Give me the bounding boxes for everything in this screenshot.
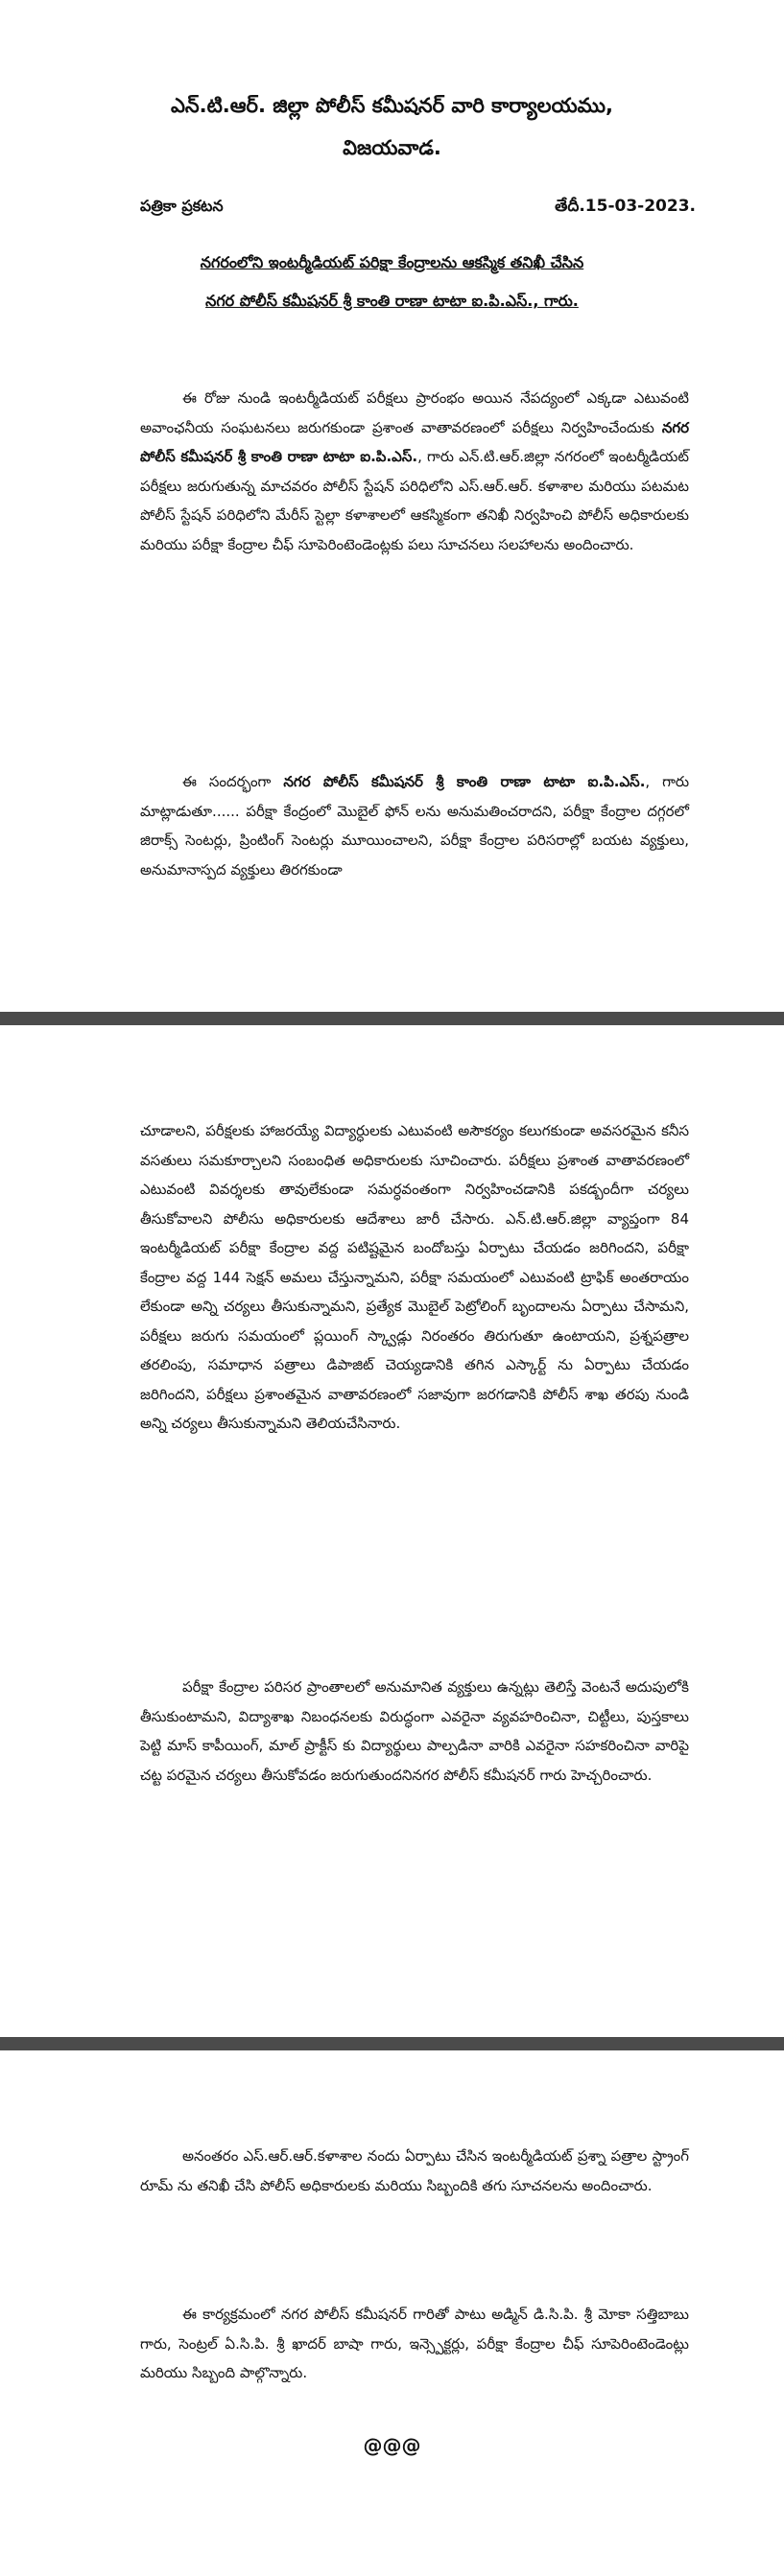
paragraph-4: పరీక్షా కేంద్రాల పరిసర ప్రాంతాలలో అనుమానిత వ్యక్తులు ఉన్నట్లు తెలిస్తే వెంటనే అదుపులోకి తీసుకుంటామని, విద్యాశాఖ నిబంధనలకు విరుద్ధంగా ఎవరైనా వ్యవహరించినా, చిట్టీలు, పుస్తకాలు పెట్టి మాస్ కాపీయింగ్, మాల్ ప్రాక్టీస్ కు విద్యార్థులు పాల్పడినా వారికి ఎవరైనా సహకరించినా వారిపై చట్ట పరమైన చర్యలు తీసుకోవడం జరుగుతుందనినగర పోలీస్ కమీషనర్ గారు హెచ్చరించారు. (140, 1678, 689, 1784)
subject-heading (58, 244, 726, 320)
signoff-mark: @@@ (363, 2434, 421, 2457)
press-date: తేదీ.15-03-2023. (555, 197, 696, 216)
page-separator (0, 1012, 784, 1025)
commissioner-name: నగర పోలీస్ కమీషనర్ శ్రీ కాంతి రాణా టాటా ఐ.పి.ఎస్. (140, 418, 689, 465)
page-separator (0, 2037, 784, 2050)
page-3 (0, 2050, 784, 2576)
paragraph-1: ఈ రోజు నుండి ఇంటర్మీడియట్ పరీక్షలు ప్రారంభం అయిన నేపద్యంలో ఎక్కడా ఎటువంటి అవాంఛనీయ సంఘటనలు జరుగకుండా ప్రశాంత వాతావరణంలో పరీక్షలు నిర్వహించేందుకు నగర పోలీస్ కమీషనర్ శ్రీ కాంతి రాణా టాటా ఐ.పి.ఎస్., గారు ఎన్.టి.ఆర్.జిల్లా నగరంలో ఇంటర్మీడియట్ పరీక్షలు జరుగుతున్న మాచవరం పోలీస్ స్టేషన్ పరిధిలోని ఎస్.ఆర్.ఆర్. కళాశాల మరియు పటమట పోలీస్ స్టేషన్ పరిధిలోని మేరీస్ స్టెల్లా కళాశాలలో ఆకస్మికంగా తనిఖీ నిర్వహించి పోలీస్ అధికారులకు మరియు పరీక్షా కేంద్రాల చీఫ్ సూపెరింటెండెంట్లకు పలు సూచనలు సలహాలను అందించారు. (140, 389, 690, 553)
paragraph-5: అనంతరం ఎస్.ఆర్.ఆర్.కళాశాల నందు ఏర్పాటు చేసిన ఇంటర్మీడియట్ ప్రశ్నా పత్రాల స్ట్రాంగ్ రూమ్ ను తనిఖీ చేసి పోలీస్ అధికారులకు మరియు సిబ్బందికి తగు సూచనలను అందించారు. (140, 2147, 689, 2194)
page-2 (0, 1025, 784, 2037)
press-release-label: పత్రికా ప్రకటన (140, 197, 224, 215)
press-line (140, 197, 696, 220)
paragraph-2: ఈ సందర్భంగా నగర పోలీస్ కమీషనర్ శ్రీ కాంతి రాణా టాటా ఐ.పి.ఎస్., గారు మాట్లాడుతూ...... పరీక్షా కేంద్రంలో మొబైల్ ఫోన్ లను అనుమతించరాదని, పరీక్షా కేంద్రాల దగ్గరలో జిరాక్స్ సెంటర్లు, ప్రింటింగ్ సెంటర్లు మూయించాలని, పరీక్షా కేంద్రాల పరిసరాల్లో బయట వ్యక్తులు, అనుమానాస్పద వ్యక్తులు తిరగకుండా (140, 773, 690, 878)
subject-line-1: నగరంలోని ఇంటర్మీడియట్ పరిక్షా కేంద్రాలను ఆకస్మిక తనిఖీ చేసిన (200, 253, 584, 271)
paragraph-3: చూడాలని, పరీక్షలకు హాజరయ్యే విద్యార్ధులకు ఎటువంటి అసౌకర్యం కలుగకుండా అవసరమైన కనీస వసతులు సమకూర్చాలని సంబంధిత అధికారులకు సూచించారు. పరీక్షలు ప్రశాంత వాతావరణంలో ఎటువంటి వివర్శలకు తావులేకుండా సమర్ధవంతంగా నిర్వహించడానికి పకడ్బందీగా చర్యలు తీసుకోవాలని పోలీసు అధికారులకు ఆదేశాలు జారీ చేసారు. ఎన్.టి.ఆర్.జిల్లా వ్యాప్తంగా 84 ఇంటర్మీడియట్ పరీక్షా కేంద్రాల వద్ద పటిష్టమైన బందోబస్తు ఏర్పాటు చేయడం జరిగిందని, పరీక్షా కేంద్రాల వద్ద 144 సెక్షన్ అమలు చేస్తున్నామని, పరీక్షా సమయంలో ఎటువంటి ట్రాఫిక్ అంతరాయం లేకుండా అన్ని చర్యలు తీసుకున్నామని, ప్రత్యేక మొబైల్ పెట్రోలింగ్ బృందాలను ఏర్పాటు చేసామని, పరీక్షలు జరుగు సమయంలో ప్లయింగ్ స్క్వాడ్లు నిరంతరం తిరుగుతూ ఉంటాయని, ప్రశ్నపత్రాల తరలింపు, సమాధాన పత్రాలు డిపాజిట్ చెయ్యడానికి తగిన ఎస్కార్ట్ ను ఏర్పాటు చేయడం జరిగిందని, పరీక్షలు ప్రశాంతమైన వాతావరణంలో సజావుగా జరగడానికి పోలీస్ శాఖ తరపు నుండి అన్ని చర్యలు తీసుకున్నామని తెలియచేసినారు. (140, 1122, 689, 1432)
office-city: విజయవాడ. (343, 136, 441, 159)
subject-line-2: నగర పోలీస్ కమీషనర్ శ్రీ కాంతి రాణా టాటా ఐ.పి.ఎస్., గారు. (205, 292, 579, 310)
commissioner-name: నగర పోలీస్ కమీషనర్ శ్రీ కాంతి రాణా టాటా ఐ.పి.ఎస్. (283, 773, 646, 790)
paragraph-6: ఈ కార్యక్రమంలో నగర పోలీస్ కమీషనర్ గారితో పాటు అడ్మిన్ డి.సి.పి. శ్రీ మోకా సత్తిబాబు గారు, సెంట్రల్ ఏ.సి.పి. శ్రీ ఖాదర్ బాషా గారు, ఇన్స్పెక్టర్లు, పరీక్షా కేంద్రాల చీఫ్ సూపెరింటెండెంట్లు మరియు సిబ్బంది పాల్గొన్నారు. (140, 2306, 689, 2381)
office-header (58, 84, 726, 169)
office-title: ఎన్.టి.ఆర్. జిల్లా పోలీస్ కమీషనర్ వారి కార్యాలయము, (170, 94, 614, 117)
page-1 (0, 0, 784, 1012)
